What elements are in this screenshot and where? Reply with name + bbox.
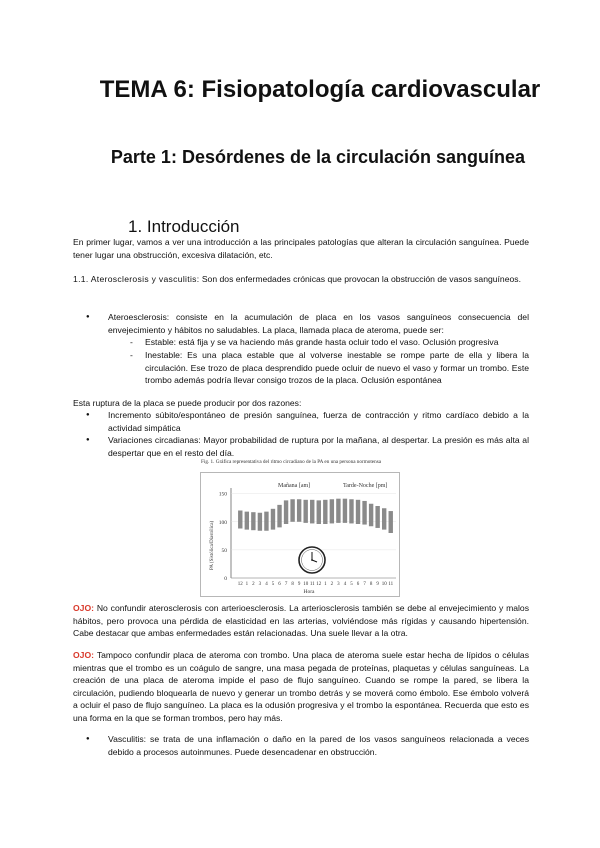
bar-5 bbox=[271, 509, 275, 530]
bar-7 bbox=[284, 500, 288, 524]
x-tick-label: 3 bbox=[337, 582, 340, 587]
bar-4 bbox=[264, 512, 268, 531]
x-tick-label: 2 bbox=[252, 582, 255, 587]
y-axis-label: PA (Sistólica/Diastólica) bbox=[210, 520, 215, 570]
ojo-note-1 bbox=[73, 602, 529, 640]
bar-9 bbox=[297, 499, 301, 522]
label-morning: Mañana [am] bbox=[278, 483, 311, 489]
circadian-chart bbox=[200, 472, 400, 597]
x-axis-label: Hora bbox=[303, 589, 315, 595]
x-tick-label: 1 bbox=[324, 582, 327, 587]
bar-19 bbox=[362, 501, 366, 525]
bar-22 bbox=[382, 508, 386, 529]
x-tick-label: 1 bbox=[245, 582, 249, 587]
bar-17 bbox=[349, 499, 353, 523]
rupture-reason-1: ● Incremento súbito/espontáneo de presión sanguínea, fuerza de contracción y ritmo cardíaco debido a la actividad simpática bbox=[108, 409, 529, 434]
y-tick-label: 150 bbox=[218, 491, 227, 498]
bar-11 bbox=[310, 500, 314, 524]
label-evening: Tarde-Noche [pm] bbox=[343, 483, 388, 489]
ojo-note-2 bbox=[73, 649, 529, 725]
ojo-label-1: OJO: bbox=[73, 603, 95, 613]
x-tick-label: 6 bbox=[356, 582, 360, 587]
x-tick-label: 8 bbox=[291, 582, 294, 587]
y-tick-label: 50 bbox=[221, 547, 227, 554]
x-tick-label: 3 bbox=[258, 582, 262, 587]
plaque-type-unstable: - Inestable: Es una placa estable que al volverse inestable se rompe parte de ella y libera la circulación. Ese trozo de placa desprendido puede ocluir de nuevo el vaso y formar un trombo. Este trombo además podría llevar consigo trozos de la placa. Oclusión espontánea bbox=[145, 349, 529, 387]
x-tick-label: 12 bbox=[237, 582, 243, 587]
bar-14 bbox=[330, 499, 334, 523]
x-tick-label: 10 bbox=[303, 582, 309, 587]
x-tick-label: 4 bbox=[265, 582, 268, 587]
bar-6 bbox=[277, 505, 281, 528]
x-tick-label: 2 bbox=[330, 582, 334, 587]
y-tick-label: 100 bbox=[218, 519, 227, 526]
intro-paragraph: En primer lugar, vamos a ver una introducción a las principales patologías que alteran la circulación sanguínea. Puede tener lugar una obstrucción, excesiva dilatación, etc. bbox=[73, 237, 529, 260]
subsection-text: Son dos enfermedades crónicas que provocan la obstrucción de vasos sanguíneos. bbox=[201, 274, 521, 284]
x-tick-label: 5 bbox=[271, 582, 275, 587]
bar-8 bbox=[290, 499, 294, 522]
x-tick-label: 4 bbox=[343, 582, 347, 587]
ojo-text-1: No confundir aterosclerosis con arterioesclerosis. La arteriosclerosis también se debe al envejecimiento y malos hábitos, pero provoca una pérdida de elasticidad en las arterias, volviéndose más rígidas y causando hipertensión. Cabe destacar que ambas enfermedades están relacionadas. Una suele llevar a la otra. bbox=[73, 603, 530, 639]
subsection-paragraph bbox=[73, 273, 529, 286]
bar-10 bbox=[303, 500, 307, 523]
x-tick-label: 5 bbox=[350, 582, 353, 587]
bar-21 bbox=[375, 506, 379, 528]
bar-20 bbox=[369, 504, 373, 527]
vasculitis-bullet: ● Vasculitis: se trata de una inflamación o daño en la pared de los vasos sanguíneos relacionada a veces debido a procesos autoinmunes. Puede desencadenar en obstrucción. bbox=[108, 733, 529, 758]
x-tick-label: 8 bbox=[369, 582, 373, 587]
bar-13 bbox=[323, 500, 327, 524]
x-tick-label: 7 bbox=[284, 582, 288, 587]
bar-0 bbox=[238, 511, 242, 529]
bar-2 bbox=[251, 512, 255, 530]
x-tick-label: 12 bbox=[316, 582, 322, 587]
rupture-intro: Esta ruptura de la placa se puede producir por dos razones: bbox=[73, 398, 302, 408]
x-ticks bbox=[238, 582, 394, 587]
page-subtitle: Parte 1: Desórdenes de la circulación sanguínea bbox=[110, 147, 526, 167]
bar-12 bbox=[317, 500, 321, 524]
bar-3 bbox=[258, 513, 262, 531]
page-title: TEMA 6: Fisiopatología cardiovascular bbox=[99, 76, 541, 103]
clock-icon bbox=[299, 547, 325, 573]
subsection-label: 1.1. Aterosclerosis y vasculitis: bbox=[73, 274, 200, 284]
ojo-label-2: OJO: bbox=[73, 650, 95, 660]
ateroesclerosis-bullet: ● Ateroesclerosis: consiste en la acumulación de placa en los vasos sanguíneos consecuencia del envejecimiento y hábitos no saludables. La placa, llamada placa de ateroma, puede ser: bbox=[108, 311, 529, 336]
x-tick-label: 11 bbox=[309, 582, 315, 587]
bar-23 bbox=[389, 511, 393, 533]
rupture-reason-2: ● Variaciones circadianas: Mayor probabilidad de ruptura por la mañana, al despertar. La presión es más alta al despertar que en el resto del día. bbox=[108, 434, 529, 459]
bar-18 bbox=[356, 500, 360, 524]
y-tick-label: 0 bbox=[224, 576, 227, 582]
x-tick-label: 7 bbox=[363, 582, 366, 587]
x-tick-label: 6 bbox=[278, 582, 281, 587]
ojo-text-2: Tampoco confundir placa de ateroma con trombo. Una placa de ateroma suele estar hecha de lípidos o células mientras que el trombo es un coágulo de sangre, una masa pegada de proteínas, plaquetas y células sanguíneas. La creación de una placa de ateroma impide el paso de flujo sanguíneo. Cuando se rompe la pared, se libera la circulación, pudiendo bloquearla de nuevo y generar un trombo detrás y se moverá como émbolo. Ese émbolo volverá a ocluir el paso de flujo sanguíneo. La placa es la odusión progresiva y el trombo la espontánea. Recuerda que esto es una forma en la que se forman trombos, pero hay más. bbox=[73, 650, 529, 723]
x-tick-label: 9 bbox=[297, 582, 301, 587]
bar-1 bbox=[245, 512, 249, 530]
section-heading: 1. Introducción bbox=[128, 217, 240, 236]
bar-16 bbox=[343, 499, 347, 523]
bar-15 bbox=[336, 499, 340, 523]
x-tick-label: 10 bbox=[381, 582, 387, 587]
circadian-figure bbox=[200, 459, 400, 597]
x-tick-label: 11 bbox=[388, 582, 394, 587]
x-tick-label: 9 bbox=[376, 582, 379, 587]
plaque-type-stable: - Estable: está fija y se va haciendo más grande hasta ocluir todo el vaso. Oclusión progresiva bbox=[145, 336, 529, 349]
figure-caption: Fig. 1. Gráfica representativa del ritmo circadiano de la PA en una persona normotensa bbox=[201, 459, 382, 465]
